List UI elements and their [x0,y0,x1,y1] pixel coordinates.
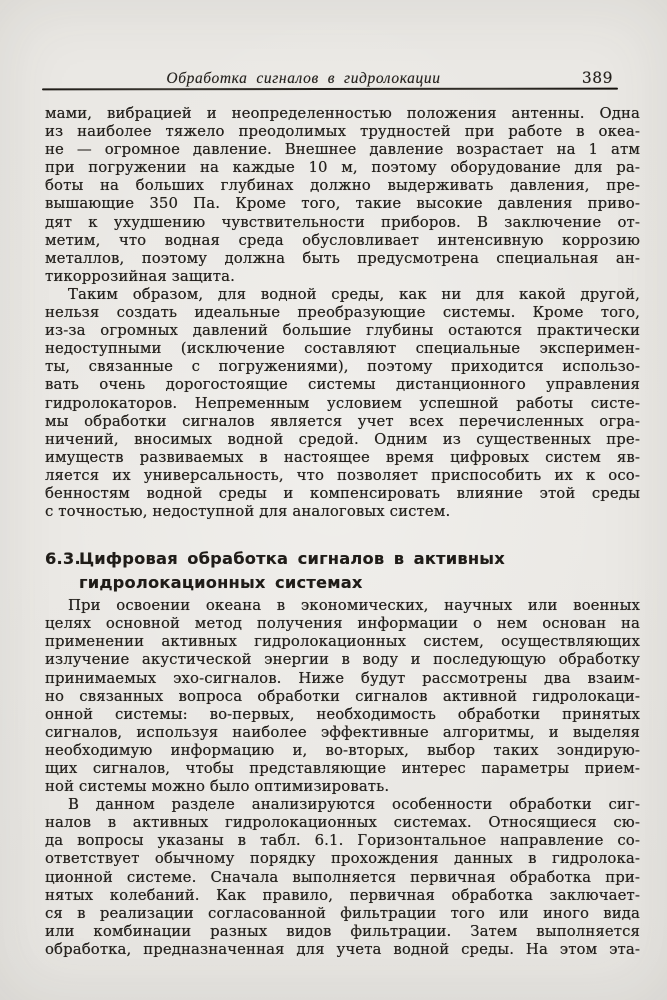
running-title: Обработка сигналов в гидролокации [166,70,441,87]
text-line: при погружении на каждые 10 м, поэтому оборудование для ра- [45,159,640,177]
text-line: гидролокаторов. Непременным условием успешной работы систе- [45,394,640,412]
paragraphs-bottom [45,597,640,959]
text-line: бенностям водной среды и компенсировать влияние этой среды [45,484,640,502]
body-text [45,105,640,959]
paragraph [45,796,640,959]
paragraph [45,597,640,796]
text-line: сигналов, используя наиболее эффективные алгоритмы, и выделяя [45,723,640,741]
text-line: ной системы можно было оптимизировать. [45,778,390,796]
text-line: излучение акустической энергии в воду и последующую обработку [45,651,640,669]
text-line: В данном разделе анализируются особенности обработки сиг- [68,796,640,814]
text-line: не — огромное давление. Внешнее давление возрастает на 1 атм [45,141,640,159]
text-line: с точностью, недоступной для аналоговых систем. [45,503,451,521]
text-line: применении активных гидролокационных систем, осуществляющих [45,633,640,651]
text-line: или комбинации разных видов фильтрации. Затем выполняется [45,922,640,940]
text-line: вышающие 350 Па. Кроме того, такие высокие давления приво- [45,195,640,213]
section-heading-number: 6.3. [45,549,81,569]
text-line: мами, вибрацией и неопределенностью положения антенны. Одна [45,105,640,122]
text-line: имуществ развиваемых в настоящее время цифровых систем яв- [45,448,640,466]
header-rule [42,88,618,91]
paragraphs-top [45,105,640,521]
text-line: ответствует обычному порядку прохождения данных в гидролока- [45,850,640,868]
text-line: необходимую информацию и, во-вторых, выбор таких зондирую- [45,741,640,759]
text-line: ционной системе. Сначала выполняется первичная обработка при- [45,868,640,886]
text-line: обработка, предназначенная для учета водной среды. На этом эта- [45,940,640,958]
text-line: вать очень дорогостоящие системы дистанционного управления [45,376,640,394]
section-heading-text: Цифровая обработка сигналов в активных [79,549,505,569]
text-line: метим, что водная среда обусловливает интенсивную коррозию [45,231,640,249]
text-line: ляется их универсальность, что позволяет приспособить их к осо- [45,466,640,484]
text-line: нятых колебаний. Как правило, первичная обработка заключает- [45,886,640,904]
section-heading-line: гидролокационных системах [79,573,363,593]
paragraph [45,105,640,286]
text-line: да вопросы указаны в табл. 6.1. Горизонтальное направление со- [45,832,640,850]
text-line: мы обработки сигналов является учет всех перечисленных огра- [45,412,640,430]
text-line: щих сигналов, чтобы представляющие интерес параметры прием- [45,760,640,777]
text-line: При освоении океана в экономических, научных или военных [68,597,640,615]
text-line: тикоррозийная защита. [45,267,235,285]
text-line: целях основной метод получения информации о нем основан на [45,615,640,633]
paragraph [45,286,640,521]
section-heading [45,547,640,595]
text-line: из-за огромных давлений большие глубины остаются практически [45,322,640,340]
text-line: ты, связанные с погружениями), поэтому приходится использо- [45,358,640,376]
text-line: Таким образом, для водной среды, как ни для какой другой, [68,285,640,303]
text-line: принимаемых эхо-сигналов. Ниже будут рассмотрены два взаим- [45,669,640,687]
text-line: нельзя создать идеальные преобразующие системы. Кроме того, [45,304,640,322]
text-line: дят к ухудшению чувствительности приборов. В заключение от- [45,213,640,231]
text-line: боты на больших глубинах должно выдерживать давления, пре- [45,177,640,195]
section-heading-line [45,547,640,571]
text-line: ничений, вносимых водной средой. Одним из существенных пре- [45,430,640,448]
text-line: из наиболее тяжело преодолимых трудностей при работе в океа- [45,123,640,141]
text-line: металлов, поэтому должна быть предусмотрена специальная ан- [45,249,640,267]
page-number: 389 [581,69,613,87]
text-line: налов в активных гидролокационных системах. Относящиеся сю- [45,814,640,832]
text-line: онной системы: во-первых, необходимость обработки принятых [45,705,640,723]
text-line: но связанных вопроса обработки сигналов активной гидролокаци- [45,687,640,705]
text-line: ся в реализации согласованной фильтрации того или иного вида [45,904,640,922]
text-line: недоступными (исключение составляют специальные эксперимен- [45,340,640,358]
